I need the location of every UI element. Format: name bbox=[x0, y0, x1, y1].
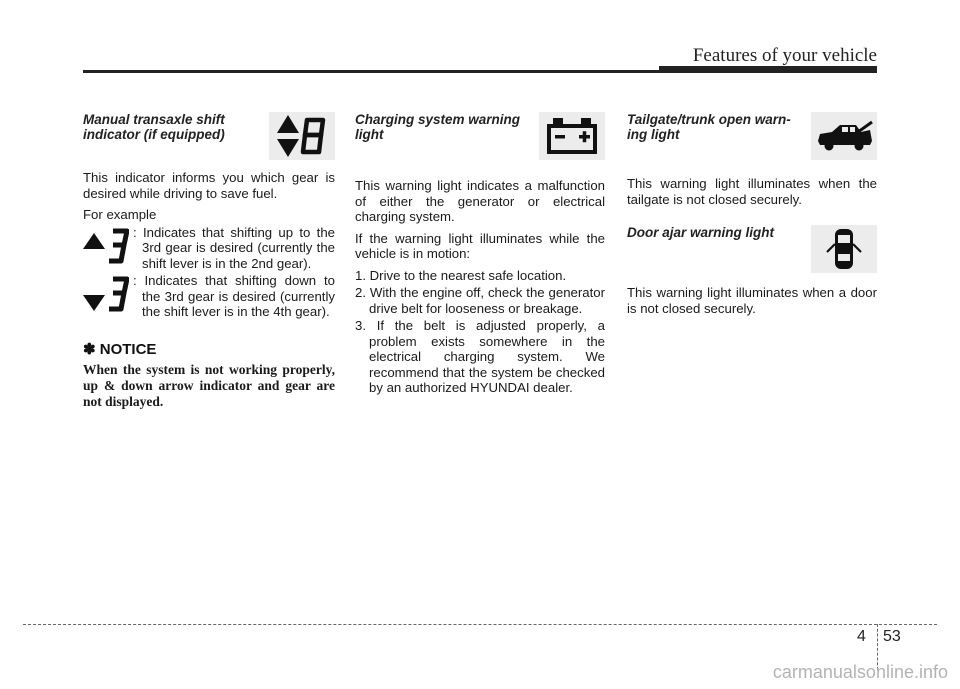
battery-icon bbox=[539, 112, 605, 160]
example-up bbox=[83, 225, 335, 272]
section-title-door: Door ajar warning light bbox=[627, 225, 775, 240]
title-line: light bbox=[355, 127, 384, 142]
header-title: Features of your vehicle bbox=[692, 45, 877, 66]
footer-rule bbox=[23, 624, 937, 625]
title-line: ing light bbox=[627, 127, 680, 142]
tailgate-text: This warning light illuminates when the tailgate is not closed securely. bbox=[627, 176, 877, 207]
example-up-text: : Indicates that shifting up to the 3rd gear is desired (currently the shift lever is in the 2nd gear). bbox=[133, 224, 335, 271]
example-down-text: : Indicates that shifting down to the 3rd gear is desired (currently the shift lever is in the 4th gear). bbox=[133, 273, 335, 319]
column-tailgate-door bbox=[627, 112, 877, 322]
trunk-open-icon bbox=[811, 112, 877, 160]
title-line: Manual transaxle shift bbox=[83, 112, 225, 127]
section-head-shift bbox=[83, 112, 335, 164]
charging-p2: If the warning light illuminates while the vehicle is in motion: bbox=[355, 230, 605, 261]
page-number: 53 bbox=[883, 628, 901, 645]
list-item: 1. Drive to the nearest safe location. bbox=[355, 267, 567, 283]
watermark: carmanualsonline.info bbox=[772, 662, 948, 682]
title-line: indicator (if equipped) bbox=[83, 127, 225, 142]
charging-p1: This warning light indicates a malfunction of either the generator or electrical charging system. bbox=[355, 178, 605, 224]
section-head-charging bbox=[355, 112, 605, 164]
chapter-number: 4 bbox=[857, 628, 866, 645]
list-item: 3. If the belt is adjusted properly, a problem exists somewhere in the electrical charging system. We recommend that the system be checked by an authorized HYUNDAI dealer. bbox=[355, 318, 605, 395]
section-head-door bbox=[627, 225, 877, 277]
notice-title: ✽ NOTICE bbox=[83, 340, 157, 358]
list-item: 2. With the engine off, check the generator drive belt for looseness or breakage. bbox=[355, 285, 605, 316]
shift-indicator-icon bbox=[269, 112, 335, 160]
example-label: For example bbox=[83, 207, 157, 222]
notice-text: When the system is not working properly, up & down arrow indicator and gear are not displayed. bbox=[83, 361, 335, 409]
example-down bbox=[83, 273, 335, 320]
section-head-tailgate bbox=[627, 112, 877, 164]
title-line: Charging system warning bbox=[355, 112, 521, 127]
header-rule-accent bbox=[659, 66, 877, 73]
shift-down-3-icon bbox=[83, 273, 129, 328]
shift-up-3-icon bbox=[83, 225, 129, 274]
charging-steps bbox=[355, 268, 605, 396]
door-ajar-icon bbox=[811, 225, 877, 273]
door-text: This warning light illuminates when a door is not closed securely. bbox=[627, 285, 877, 316]
intro-text: This indicator informs you which gear is desired while driving to save fuel. bbox=[83, 170, 335, 201]
title-line: Tailgate/trunk open warn- bbox=[627, 112, 791, 127]
column-shift-indicator bbox=[83, 112, 335, 410]
column-charging bbox=[355, 112, 605, 398]
